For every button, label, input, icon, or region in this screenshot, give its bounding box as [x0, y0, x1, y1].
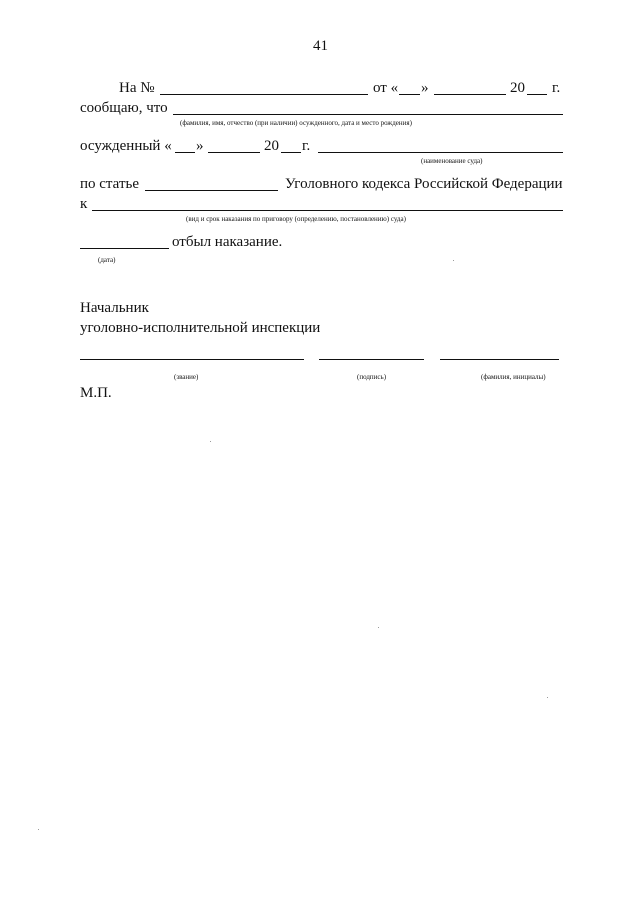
scan-speck [547, 697, 548, 698]
convicted-quote-close: » [196, 138, 204, 154]
date-month-field[interactable] [434, 94, 506, 95]
name-initials-caption: (фамилия, инициалы) [481, 373, 546, 381]
date-day-field[interactable] [399, 94, 420, 95]
page-number: 41 [313, 38, 328, 54]
court-name-caption: (наименование суда) [421, 157, 483, 165]
served-date-field[interactable] [80, 248, 169, 249]
convicted-year-prefix: 20 [264, 138, 279, 154]
scan-speck [210, 441, 211, 442]
convicted-label: осужденный « [80, 138, 172, 154]
chief-title-line2: уголовно-исполнительной инспекции [80, 320, 321, 336]
article-label: по статье [80, 176, 139, 192]
convicted-year-suffix: г. [302, 138, 311, 154]
rank-caption: (звание) [174, 373, 199, 381]
scan-speck [378, 627, 379, 628]
punishment-caption: (вид и срок наказания по приговору (определению, постановлению) суда) [186, 215, 406, 223]
scan-speck [453, 260, 454, 261]
scan-speck [38, 829, 39, 830]
date-quote-close: » [421, 80, 429, 96]
convicted-month-field[interactable] [208, 152, 260, 153]
convicted-year-field[interactable] [281, 152, 301, 153]
chief-title-line1: Начальник [80, 300, 149, 316]
inform-label: сообщаю, что [80, 100, 168, 116]
convicted-day-field[interactable] [175, 152, 195, 153]
reference-number-field[interactable] [160, 94, 368, 95]
convict-info-field[interactable] [173, 114, 563, 115]
rank-field[interactable] [80, 359, 304, 360]
served-date-caption: (дата) [98, 256, 116, 264]
signature-caption: (подпись) [357, 373, 387, 381]
court-name-field[interactable] [318, 152, 563, 153]
year-suffix: г. [552, 80, 561, 96]
served-label: отбыл наказание. [172, 234, 283, 250]
signature-field[interactable] [319, 359, 424, 360]
date-from-label: от « [373, 80, 399, 96]
article-field[interactable] [145, 190, 278, 191]
date-year-field[interactable] [527, 94, 547, 95]
criminal-code-label: Уголовного кодекса Российской Федерации [285, 176, 563, 192]
name-initials-field[interactable] [440, 359, 559, 360]
punishment-prefix: к [80, 196, 88, 212]
reference-number-label: На № [119, 80, 155, 96]
convict-info-caption: (фамилия, имя, отчество (при наличии) осужденного, дата и место рождения) [180, 119, 412, 127]
seal-placeholder: М.П. [80, 385, 112, 401]
year-prefix: 20 [510, 80, 525, 96]
punishment-field[interactable] [92, 210, 563, 211]
